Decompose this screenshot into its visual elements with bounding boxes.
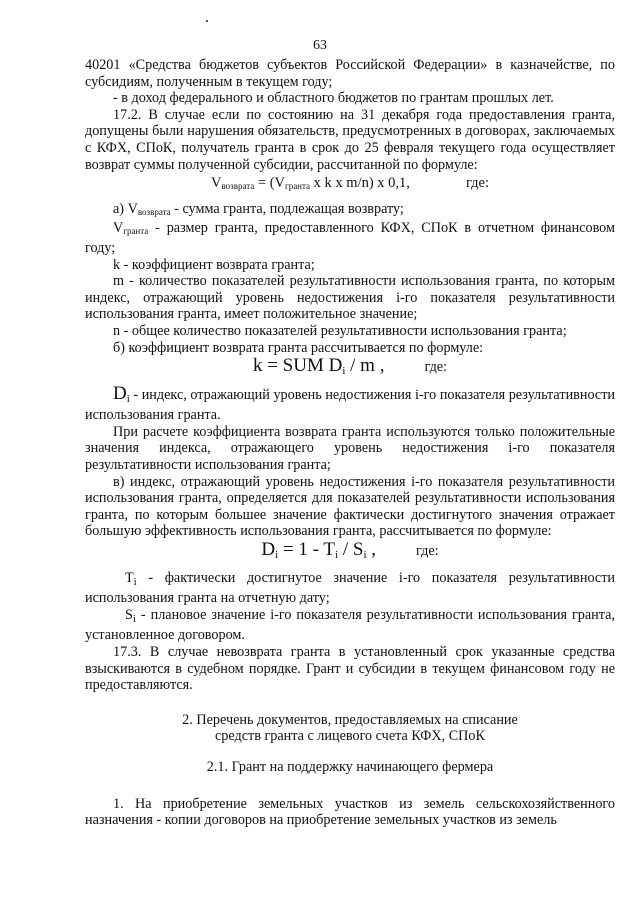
- definition-d-i: $D_i$ - индекс, отражающий уровень недостижения i-го показателя результативности использования гранта.: [85, 382, 615, 424]
- formula-v: V: [210, 175, 222, 192]
- definition-v-granta: $V_{гранта}$ - размер гранта, предоставленного КФХ, СПоК в отчетном финансовом году;: [85, 220, 615, 256]
- document-body: [85, 57, 615, 829]
- paragraph-v-index: в) индекс, отражающий уровень недостижения i-го показателя результативности использования гранта, определяется для показателей результативности использования гранта, по которым большее значение фактически достигнутого значения отражает большую эффективность использования гранта, рассчитывается по формуле:: [85, 473, 615, 540]
- subsection-heading: 2.1. Грант на поддержку начинающего фермера: [206, 758, 494, 775]
- formula-where: где:: [465, 175, 490, 192]
- paragraph-17-3: 17.3. В случае невозврата гранта в установленный срок указанные средства взыскиваются в судебном порядке. Грант и субсидии в текущем финансовом году не предоставляются.: [85, 644, 615, 694]
- formula-index: Di = 1 - Ti / Si , где:: [261, 539, 439, 562]
- paragraph-positive-values: При расчете коэффициента возврата гранта используются только положительные значения индекса, отражающего уровень недостижения i-го показателя результативности использования гранта;: [85, 423, 615, 474]
- definition-s-i: $S_i$ - плановое значение i-го показателя результативности использования гранта, установленное договором.: [85, 606, 615, 644]
- paragraph-land-plots: 1. На приобретение земельных участков из земель сельскохозяйственного назначения - копии договоров на приобретение земельных участков из земель: [85, 795, 615, 829]
- page-number: 63: [313, 38, 327, 53]
- paragraph-b-coefficient: б) коэффициент возврата гранта рассчитывается по формуле:: [113, 339, 484, 356]
- definition-t-i: $T_i$ - фактически достигнутое значение i-го показателя результативности использования гранта на отчетную дату;: [85, 569, 615, 607]
- paragraph-federal-budget: - в доход федерального и областного бюджетов по грантам прошлых лет.: [113, 90, 554, 107]
- definition-v-vozvrata: а) $V_{возврата}$ - сумма гранта, подлежащая возврату;: [113, 200, 404, 217]
- definition-m: m - количество показателей результативности использования гранта, по которым индекс, отражающий уровень недостижения i-го показателя результативности использования гранта, имеет положительное значение;: [85, 273, 615, 323]
- section-heading-line-2: средств гранта с лицевого счета КФХ, СПоК: [214, 728, 485, 745]
- formula-coefficient: k = SUM Di / m , где:: [252, 355, 448, 378]
- scan-speck: [206, 20, 208, 22]
- paragraph-account-40201: 40201 «Средства бюджетов субъектов Российской Федерации» в казначействе, по субсидиям, полученным в текущем году;: [85, 57, 615, 90]
- paragraph-17-2: 17.2. В случае если по состоянию на 31 декабря года предоставления гранта, допущены были нарушения обязательств, предусмотренных в договорах, заключаемых с КФХ, СПоК, получатель гранта в срок до 25 февраля текущего года осуществляет возврат суммы полученной субсидии, рассчитанной по формуле:: [85, 106, 615, 173]
- formula-return-amount: [85, 175, 615, 195]
- section-heading-line-1: 2. Перечень документов, предоставляемых на списание: [182, 711, 518, 728]
- definition-n: n - общее количество показателей результативности использования гранта;: [113, 322, 567, 339]
- definition-k: k - коэффициент возврата гранта;: [113, 256, 315, 273]
- formula-rest: х k х m/n) х 0,1,: [310, 175, 410, 192]
- formula-mid: = (V: [254, 175, 285, 192]
- formula-sub-vozvrata: возврата: [221, 181, 255, 192]
- formula-sub-granta: гранта: [285, 181, 311, 192]
